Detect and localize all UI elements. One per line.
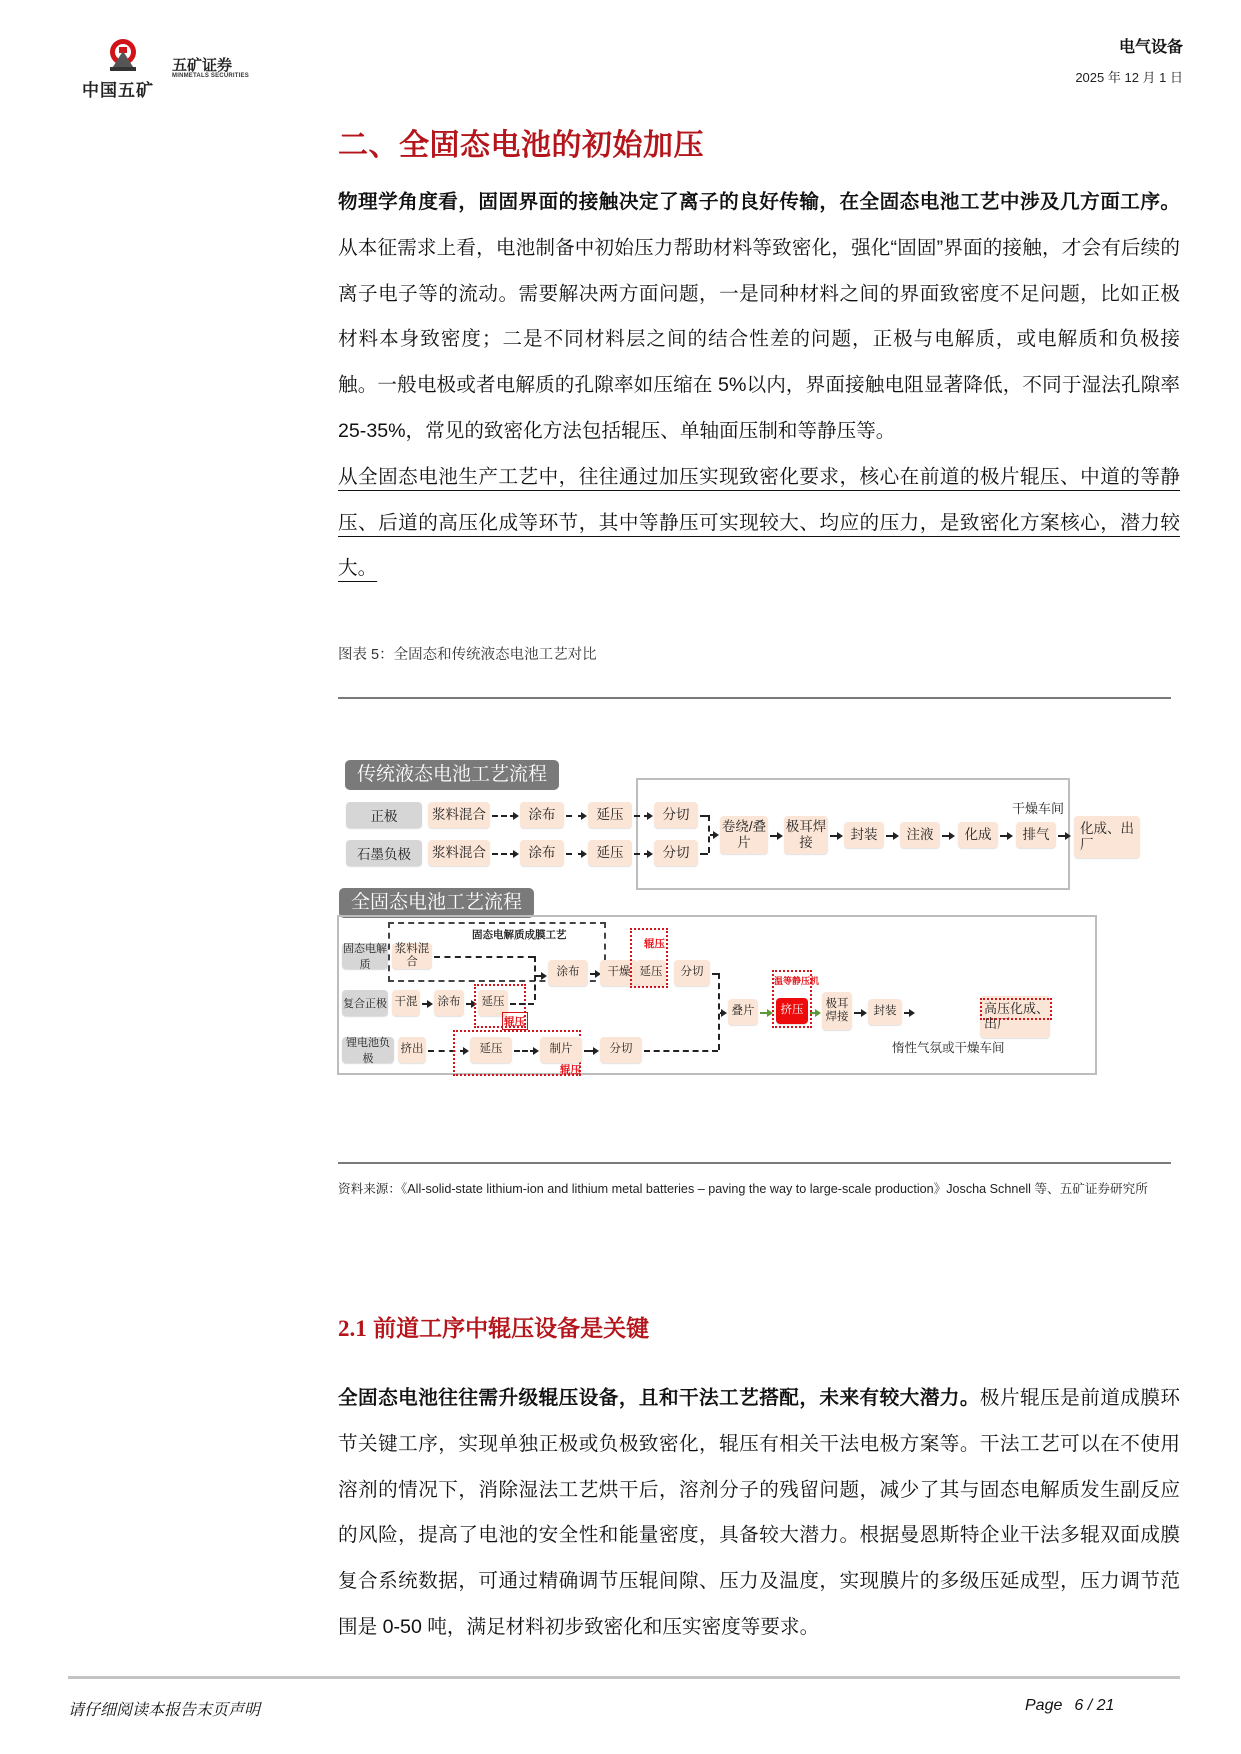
step-box: 分切	[654, 802, 698, 828]
emblem-icon	[106, 38, 140, 72]
footer-rule	[68, 1676, 1180, 1679]
connector-line	[534, 956, 536, 1000]
figure-top-rule	[338, 697, 1171, 699]
flow-arrow	[584, 1050, 596, 1052]
step-box: 注液	[900, 822, 940, 848]
flow-arrow	[904, 1012, 912, 1014]
flow-arrow	[720, 1012, 724, 1014]
row-label-lithium-anode: 锂电池负极	[342, 1037, 394, 1063]
sector-label: 电气设备	[1118, 39, 1183, 56]
row-label-cathode: 正极	[346, 802, 422, 828]
intro-body: 从本征需求上看，电池制备中初始压力帮助材料等致密化，强化“固固”界面的接触，才会有后续的离子电子等的流动。需要解决两方面问题，一是同种材料之间的界面致密度不足问题，比如正极材料本身致密度；二是不同材料层之间的结合性差的问题，正极与电解质，或电解质和负极接触。一般电极或者电解质的孔隙率如压缩在 5%以内，界面接触电阻显著降低，不同于湿法孔隙率 25-35%，常见的致密化方法包括辊压、单轴面压制和等静压等。	[338, 236, 1180, 442]
subsection-title	[338, 1310, 649, 1343]
connector-line	[510, 1003, 534, 1005]
flow-arrow	[466, 1003, 474, 1005]
figure-caption: 图表 5：全固态和传统液态电池工艺对比	[338, 647, 597, 663]
process-diagram	[336, 740, 1182, 1110]
step-box: 极耳焊接	[822, 992, 852, 1030]
step-box: 分切	[674, 960, 710, 986]
subsection-title-text: 前道工序中辊压设备是关键	[366, 1315, 650, 1341]
step-box: 干燥	[600, 960, 638, 986]
step-box: 化成	[958, 822, 998, 848]
step-box: 延压	[588, 802, 632, 828]
step-box: 延压	[470, 1037, 512, 1063]
flow-arrow	[942, 835, 952, 837]
step-box: 制片	[540, 1037, 582, 1063]
page-indicator	[1025, 1697, 1114, 1715]
figure-bottom-rule	[338, 1162, 1171, 1164]
intro-underlined: 从全固态电池生产工艺中，往往通过加压实现致密化要求，核心在前道的极片辊压、中道的等静压、后道的高压化成等环节，其中等静压可实现较大、均应的压力，是致密化方案核心，潜力较大。	[338, 465, 1180, 580]
step-box: 延压	[588, 840, 632, 866]
subsection-number: 2.1	[338, 1316, 367, 1341]
step-box: 叠片	[728, 999, 758, 1025]
row-label-solid-electrolyte: 固态电解质	[343, 943, 387, 971]
step-box: 卷绕/叠片	[720, 816, 768, 854]
step-box: 涂布	[520, 802, 564, 828]
final-step-box: 化成、出厂	[1074, 816, 1140, 858]
page-number: 6 / 21	[1074, 1697, 1115, 1714]
step-box: 分切	[600, 1037, 642, 1063]
logo-group-name: 中国五矿	[82, 81, 154, 100]
high-pressure-formation-highlight	[980, 998, 1052, 1020]
company-logo	[82, 38, 247, 100]
flow-arrow	[760, 1012, 770, 1014]
row-label-composite-cathode: 复合正极	[342, 990, 388, 1016]
step-box: 浆料混合	[428, 802, 490, 828]
dry-room-label: 干燥车间	[1012, 801, 1065, 816]
step-box: 排气	[1016, 822, 1056, 848]
subsection-paragraph	[338, 1376, 1180, 1651]
liquid-process-title: 传统液态电池工艺流程	[345, 760, 559, 790]
flow-arrow	[854, 1012, 864, 1014]
report-date: 2025 年 12 月 1 日	[1075, 70, 1183, 85]
section-title: 二、全固态电池的初始加压	[338, 129, 704, 162]
subsection-lead-bold: 全固态电池往往需升级辊压设备，且和干法工艺搭配，未来有较大潜力。	[338, 1387, 980, 1409]
step-box: 延压	[478, 990, 508, 1016]
flow-arrow	[1000, 835, 1010, 837]
subsection-body: 极片辊压是前道成膜环节关键工序，实现单独正极或负极致密化，辊压有相关干法电极方案等。干法工艺可以在不使用溶剂的情况下，消除湿法工艺烘干后，溶剂分子的残留问题，减少了其与固态电解质发生副反应的风险，提高了电池的安全性和能量密度，具备较大潜力。根据曼恩斯特企业干法多辊双面成膜复合系统数据，可通过精确调节压辊间隙、压力及温度，实现膜片的多级压延成型，压力调节范围是 0-50 吨，满足材料初步致密化和压实密度等要求。	[338, 1387, 1181, 1638]
header-meta	[1075, 34, 1183, 86]
solid-process-title: 全固态电池工艺流程	[339, 888, 534, 918]
step-box: 涂布	[434, 990, 464, 1016]
page-label: Page	[1025, 1697, 1063, 1714]
intro-paragraph	[338, 180, 1180, 592]
logo-brand-en: MINMETALS SECURITIES	[172, 73, 249, 79]
flow-arrow	[886, 835, 896, 837]
flow-arrow	[1058, 835, 1068, 837]
flow-arrow	[566, 853, 584, 855]
logo-brand-name: 五矿证券	[172, 57, 233, 74]
flow-arrow	[770, 835, 780, 837]
connector-line	[700, 815, 708, 817]
flow-arrow	[492, 853, 516, 855]
footer-disclaimer: 请仔细阅读本报告末页声明	[68, 1702, 261, 1719]
step-box: 分切	[654, 840, 698, 866]
flow-arrow	[492, 815, 516, 817]
roll-press-label: 辊压	[644, 938, 665, 950]
flow-arrow	[590, 973, 598, 975]
flow-arrow	[710, 834, 716, 836]
step-box: 延压	[636, 960, 666, 986]
flow-arrow	[514, 1050, 536, 1052]
step-box: 干混	[392, 990, 420, 1016]
film-process-label: 固态电解质成膜工艺	[472, 929, 567, 941]
connector-line	[434, 956, 534, 958]
flow-arrow	[634, 815, 650, 817]
flow-arrow	[566, 815, 584, 817]
step-box: 挤出	[398, 1037, 426, 1063]
step-box: 封装	[868, 999, 902, 1025]
step-box: 浆料混合	[428, 840, 490, 866]
flow-arrow	[634, 853, 650, 855]
inert-room-label: 惰性气氛或干燥车间	[892, 1041, 1005, 1055]
step-box: 封装	[844, 822, 884, 848]
squeeze-step-box: 挤压	[776, 998, 808, 1024]
flow-arrow	[830, 835, 840, 837]
step-box: 涂布	[548, 960, 588, 986]
isostatic-press-label: 温等静压机	[774, 976, 820, 986]
flow-arrow	[536, 975, 544, 977]
flow-arrow	[422, 1003, 430, 1005]
flow-arrow	[810, 1012, 818, 1014]
step-box: 涂布	[520, 840, 564, 866]
figure-source: 资料来源：《All-solid-state lithium-ion and lithium metal batteries – paving the way to large-scale production》Joscha Schnell 等、五矿证券研究所	[338, 1182, 1148, 1196]
step-box: 极耳焊接	[784, 816, 828, 854]
intro-lead-bold: 物理学角度看，固固界面的接触决定了离子的良好传输，在全固态电池工艺中涉及几方面工序。	[338, 191, 1180, 213]
final-step-box: 高压化成、出厂	[980, 996, 1050, 1038]
roll-press-label: 辊压	[560, 1064, 581, 1076]
row-label-graphite-anode: 石墨负极	[346, 840, 422, 866]
roll-press-label: 辊压	[504, 1016, 525, 1028]
connector-line	[644, 1050, 718, 1052]
connector-line	[700, 853, 708, 855]
step-box: 浆料混合	[392, 943, 432, 969]
